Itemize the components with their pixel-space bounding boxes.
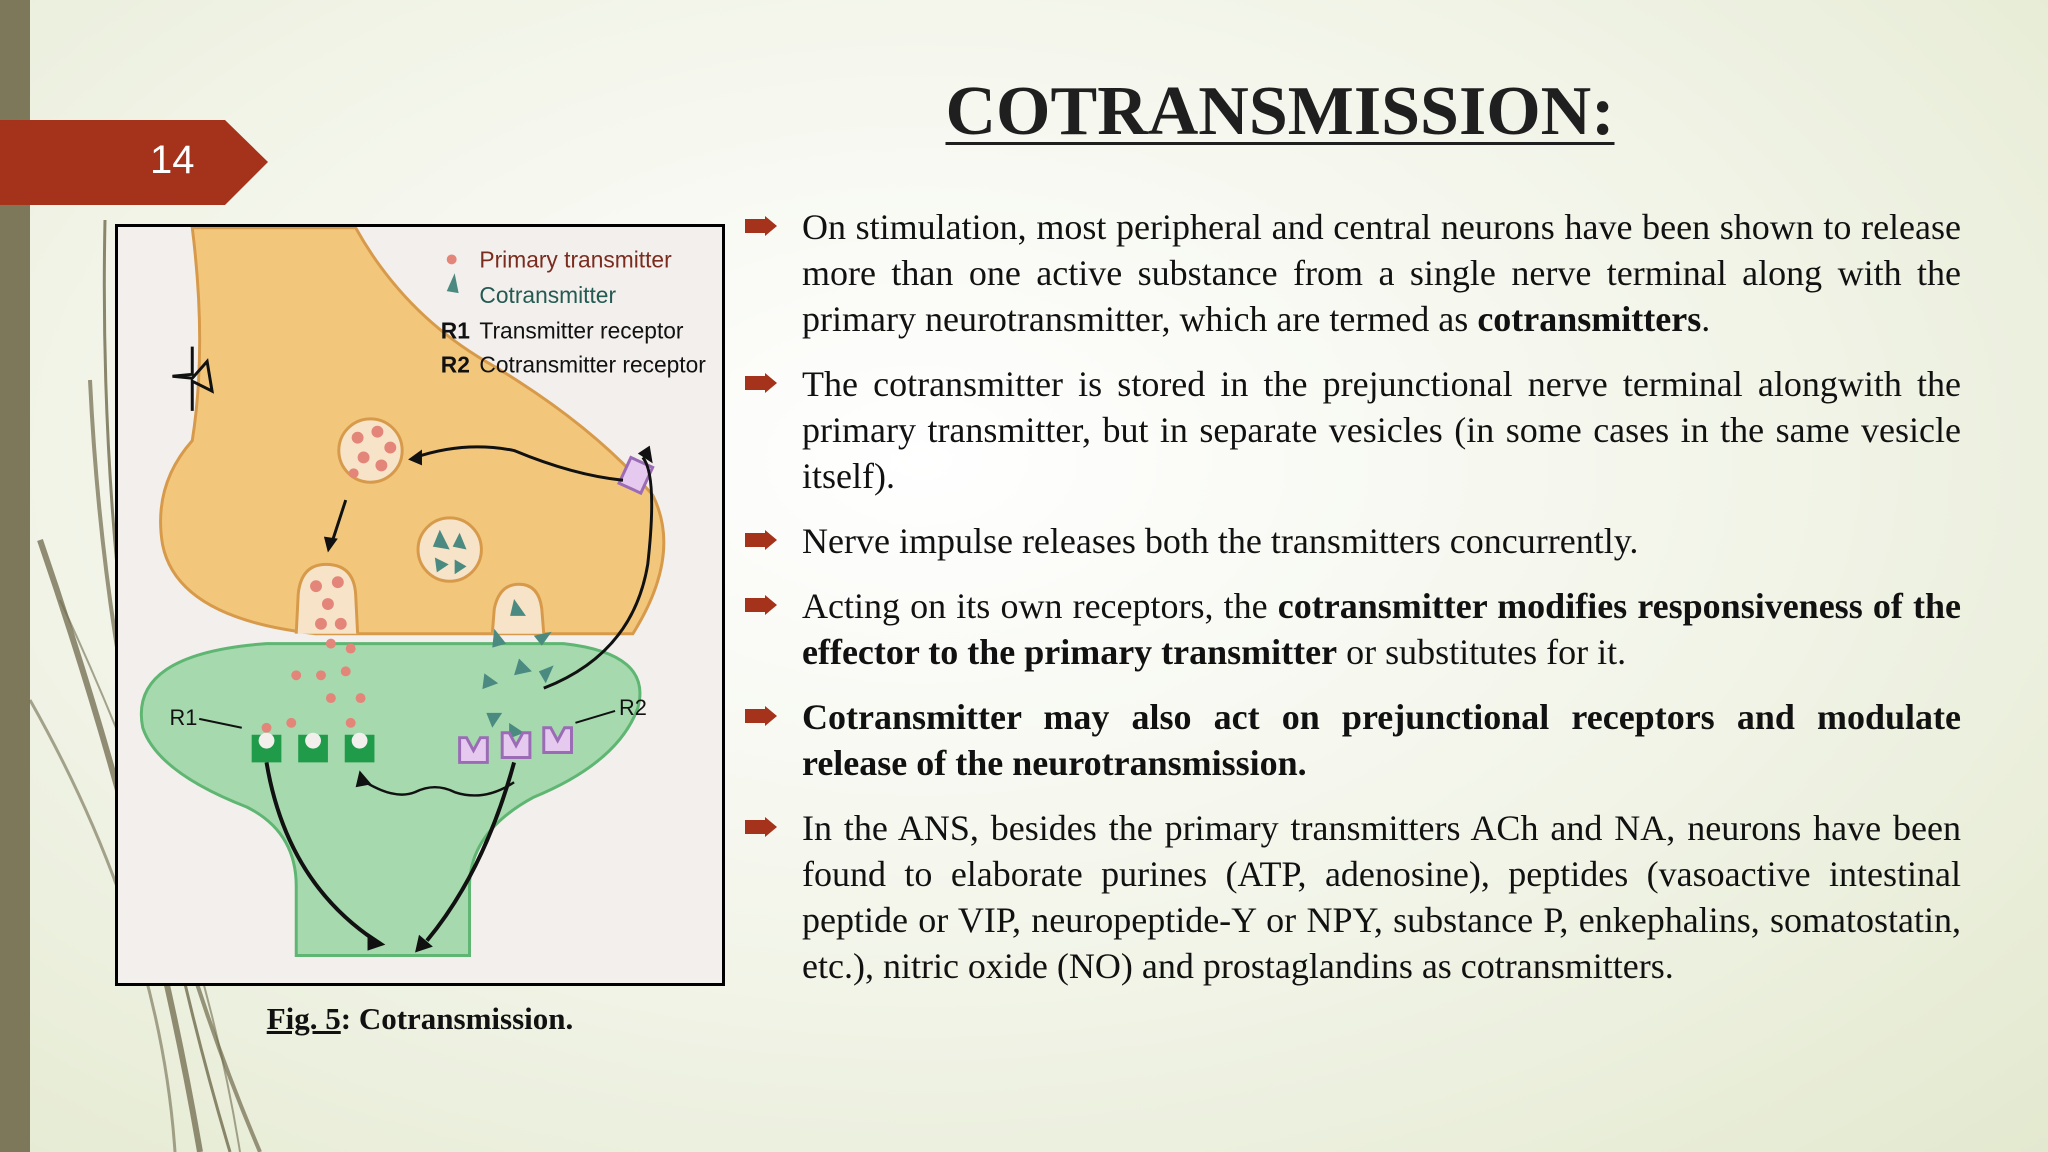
slide-number-tab xyxy=(0,120,270,205)
bullet-item xyxy=(745,361,1961,499)
bullet-item xyxy=(745,204,1961,342)
bullet-item xyxy=(745,694,1961,786)
legend-r1: Transmitter receptor xyxy=(479,317,684,344)
arrow-bullet-icon xyxy=(745,373,777,393)
bullet-text: Nerve impulse releases both the transmitters concurrently. xyxy=(802,521,1639,561)
bullet-list xyxy=(745,204,1961,1008)
vesicle-cotransmitter xyxy=(418,518,481,581)
bullet-text-end: . xyxy=(1701,299,1711,339)
legend-r1-symbol: R1 xyxy=(440,317,470,344)
arrow-bullet-icon xyxy=(745,706,777,726)
legend-cotransmitter: Cotransmitter xyxy=(479,282,617,308)
legend-r2-symbol: R2 xyxy=(440,351,470,378)
bullet-text-end: or substitutes for it. xyxy=(1337,632,1627,672)
bullet-text: The cotransmitter is stored in the prejunctional nerve terminal alongwith the primary transmitter, but in separate vesicles (in some cases in the same vesicle itself). xyxy=(802,364,1961,496)
bullet-text: In the ANS, besides the primary transmitters ACh and NA, neurons have been found to elaborate purines (ATP, adenosine), peptides (vasoactive intestinal peptide or VIP, neuropeptide-Y or NPY, substance P, enkephalins, somatostatin, etc.), nitric oxide (NO) and prostaglandins as cotransmitters. xyxy=(802,808,1961,986)
bullet-item xyxy=(745,583,1961,675)
bullet-bold: cotransmitter modifies responsiveness of the effector to the primary transmitter xyxy=(802,586,1961,672)
page-title: COTRANSMISSION: xyxy=(945,73,1615,150)
figure-caption-label: Fig. 5 xyxy=(266,1001,341,1036)
bullet-item xyxy=(745,518,1961,564)
arrow-bullet-icon xyxy=(745,817,777,837)
figure-caption xyxy=(115,1001,725,1037)
bullet-bold: Cotransmitter may also act on prejunctional receptors and modulate release of the neurotransmission. xyxy=(802,697,1961,783)
figure-legend xyxy=(441,246,707,377)
figure-caption-text: : Cotransmission. xyxy=(340,1001,574,1036)
synapse-diagram xyxy=(118,227,722,983)
bullet-text: Acting on its own receptors, the xyxy=(802,586,1278,626)
label-r1: R1 xyxy=(169,704,198,730)
bullet-item xyxy=(745,805,1961,989)
bullet-text: On stimulation, most peripheral and central neurons have been shown to release more than one active substance from a single nerve terminal along with the primary neurotransmitter, which are termed as xyxy=(802,207,1961,339)
cotransmission-figure xyxy=(115,224,725,986)
legend-primary: Primary transmitter xyxy=(479,246,672,273)
legend-r2: Cotransmitter receptor xyxy=(479,351,706,378)
label-r2: R2 xyxy=(619,694,647,720)
bullet-bold: cotransmitters xyxy=(1477,299,1702,339)
arrow-bullet-icon xyxy=(745,216,777,236)
arrow-bullet-icon xyxy=(745,530,777,550)
arrow-bullet-icon xyxy=(745,595,777,615)
effector-cell xyxy=(141,644,640,956)
slide-number: 14 xyxy=(150,138,195,182)
